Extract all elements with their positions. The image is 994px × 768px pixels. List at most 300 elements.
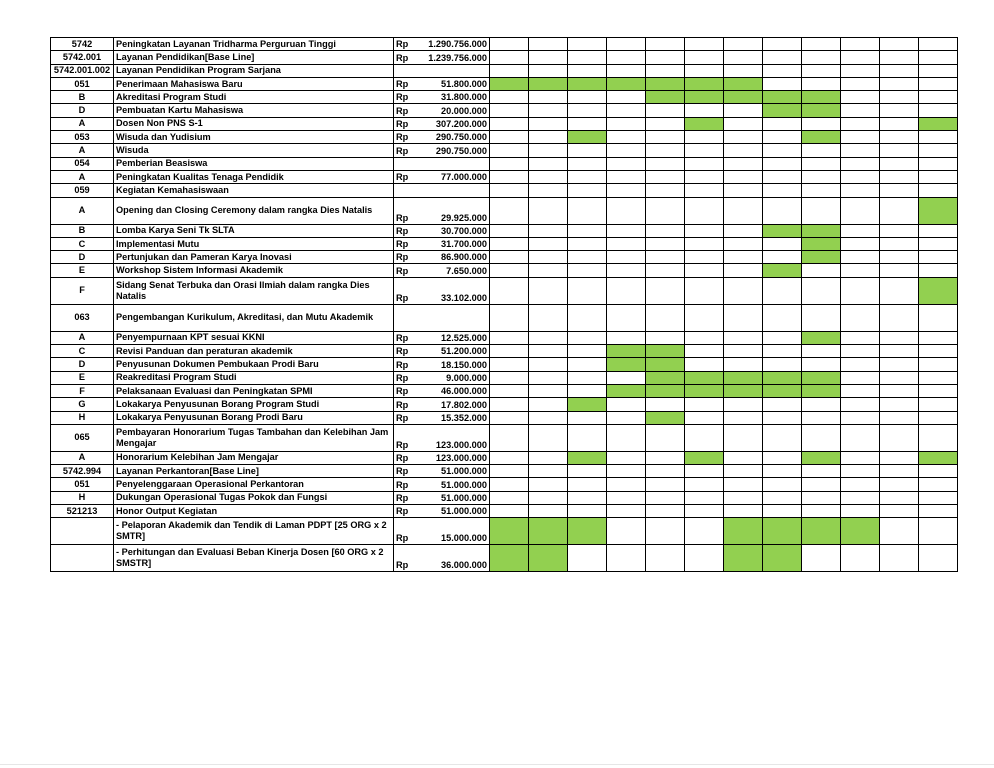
currency-label: Rp — [394, 424, 420, 451]
month-11-cell — [880, 197, 919, 224]
month-4-cell — [607, 277, 646, 304]
month-10-cell — [841, 237, 880, 250]
month-9-cell — [802, 545, 841, 572]
month-10-cell — [841, 197, 880, 224]
budget-amount: 20.000.000 — [420, 104, 490, 117]
month-12-cell — [919, 184, 958, 197]
month-6-cell — [685, 237, 724, 250]
month-12-cell — [919, 157, 958, 170]
month-3-cell — [568, 237, 607, 250]
month-6-cell — [685, 384, 724, 397]
activity-description: - Pelaporan Akademik dan Tendik di Laman PDPT [25 ORG x 2 SMTR] — [114, 518, 394, 545]
table-row — [51, 38, 958, 51]
activity-code: 5742.001.002 — [51, 64, 114, 77]
budget-amount: 18.150.000 — [420, 358, 490, 371]
month-10-cell — [841, 358, 880, 371]
month-4-cell — [607, 478, 646, 491]
activity-description: Lokakarya Penyusunan Borang Program Studi — [114, 398, 394, 411]
currency-label: Rp — [394, 264, 420, 277]
month-9-cell — [802, 38, 841, 51]
activity-code: D — [51, 251, 114, 264]
month-9-cell — [802, 264, 841, 277]
month-7-cell — [724, 398, 763, 411]
table-row — [51, 144, 958, 157]
month-1-cell — [490, 411, 529, 424]
currency-label: Rp — [394, 545, 420, 572]
month-5-cell — [646, 277, 685, 304]
month-5-cell — [646, 505, 685, 518]
month-5-cell — [646, 411, 685, 424]
month-4-cell — [607, 345, 646, 358]
month-2-cell — [529, 197, 568, 224]
month-11-cell — [880, 237, 919, 250]
activity-description: Dosen Non PNS S-1 — [114, 117, 394, 130]
month-2-cell — [529, 184, 568, 197]
month-6-cell — [685, 251, 724, 264]
month-11-cell — [880, 491, 919, 504]
month-11-cell — [880, 465, 919, 478]
currency-label: Rp — [394, 38, 420, 51]
month-1-cell — [490, 131, 529, 144]
month-12-cell — [919, 491, 958, 504]
month-5-cell — [646, 197, 685, 224]
month-5-cell — [646, 465, 685, 478]
month-3-cell — [568, 51, 607, 64]
month-8-cell — [763, 424, 802, 451]
table-row — [51, 91, 958, 104]
currency-label — [394, 64, 420, 77]
month-3-cell — [568, 144, 607, 157]
activity-code: E — [51, 264, 114, 277]
budget-amount: 31.800.000 — [420, 91, 490, 104]
month-2-cell — [529, 304, 568, 331]
month-9-cell — [802, 358, 841, 371]
activity-code: H — [51, 411, 114, 424]
month-12-cell — [919, 38, 958, 51]
month-4-cell — [607, 424, 646, 451]
month-1-cell — [490, 505, 529, 518]
budget-amount: 36.000.000 — [420, 545, 490, 572]
month-2-cell — [529, 117, 568, 130]
month-12-cell — [919, 104, 958, 117]
month-2-cell — [529, 157, 568, 170]
budget-amount: 15.000.000 — [420, 518, 490, 545]
month-9-cell — [802, 384, 841, 397]
month-10-cell — [841, 451, 880, 464]
month-3-cell — [568, 170, 607, 183]
month-7-cell — [724, 251, 763, 264]
month-1-cell — [490, 144, 529, 157]
month-5-cell — [646, 237, 685, 250]
month-7-cell — [724, 411, 763, 424]
month-2-cell — [529, 237, 568, 250]
month-9-cell — [802, 104, 841, 117]
month-6-cell — [685, 371, 724, 384]
month-9-cell — [802, 345, 841, 358]
month-11-cell — [880, 424, 919, 451]
month-1-cell — [490, 304, 529, 331]
activity-description: Workshop Sistem Informasi Akademik — [114, 264, 394, 277]
month-7-cell — [724, 38, 763, 51]
table-row — [51, 545, 958, 572]
month-11-cell — [880, 505, 919, 518]
month-8-cell — [763, 345, 802, 358]
month-10-cell — [841, 117, 880, 130]
month-9-cell — [802, 277, 841, 304]
activity-code: 053 — [51, 131, 114, 144]
activity-code: 065 — [51, 424, 114, 451]
month-9-cell — [802, 478, 841, 491]
budget-amount — [420, 184, 490, 197]
month-10-cell — [841, 170, 880, 183]
month-3-cell — [568, 518, 607, 545]
month-7-cell — [724, 518, 763, 545]
budget-amount: 51.800.000 — [420, 77, 490, 90]
month-12-cell — [919, 251, 958, 264]
currency-label: Rp — [394, 384, 420, 397]
month-1-cell — [490, 545, 529, 572]
month-12-cell — [919, 264, 958, 277]
month-3-cell — [568, 398, 607, 411]
month-7-cell — [724, 465, 763, 478]
month-10-cell — [841, 131, 880, 144]
month-4-cell — [607, 117, 646, 130]
table-row — [51, 251, 958, 264]
month-9-cell — [802, 77, 841, 90]
month-12-cell — [919, 51, 958, 64]
month-12-cell — [919, 384, 958, 397]
month-5-cell — [646, 545, 685, 572]
month-5-cell — [646, 345, 685, 358]
month-7-cell — [724, 304, 763, 331]
month-7-cell — [724, 478, 763, 491]
month-8-cell — [763, 91, 802, 104]
month-1-cell — [490, 384, 529, 397]
month-10-cell — [841, 104, 880, 117]
month-5-cell — [646, 224, 685, 237]
month-4-cell — [607, 64, 646, 77]
month-12-cell — [919, 358, 958, 371]
month-5-cell — [646, 117, 685, 130]
month-12-cell — [919, 518, 958, 545]
month-7-cell — [724, 77, 763, 90]
currency-label: Rp — [394, 345, 420, 358]
month-5-cell — [646, 358, 685, 371]
month-10-cell — [841, 264, 880, 277]
table-row — [51, 505, 958, 518]
month-1-cell — [490, 64, 529, 77]
month-9-cell — [802, 505, 841, 518]
activity-code: A — [51, 197, 114, 224]
month-1-cell — [490, 518, 529, 545]
month-4-cell — [607, 465, 646, 478]
month-2-cell — [529, 91, 568, 104]
table-row — [51, 77, 958, 90]
month-9-cell — [802, 197, 841, 224]
activity-code — [51, 518, 114, 545]
month-7-cell — [724, 170, 763, 183]
month-3-cell — [568, 491, 607, 504]
budget-amount: 12.525.000 — [420, 331, 490, 344]
month-5-cell — [646, 251, 685, 264]
currency-label: Rp — [394, 451, 420, 464]
month-3-cell — [568, 358, 607, 371]
month-1-cell — [490, 197, 529, 224]
table-row — [51, 197, 958, 224]
month-10-cell — [841, 224, 880, 237]
month-11-cell — [880, 224, 919, 237]
month-1-cell — [490, 91, 529, 104]
month-6-cell — [685, 451, 724, 464]
budget-amount: 123.000.000 — [420, 424, 490, 451]
month-5-cell — [646, 264, 685, 277]
activity-description: Pertunjukan dan Pameran Karya Inovasi — [114, 251, 394, 264]
month-1-cell — [490, 371, 529, 384]
month-8-cell — [763, 331, 802, 344]
activity-description: Layanan Pendidikan Program Sarjana — [114, 64, 394, 77]
month-9-cell — [802, 117, 841, 130]
budget-amount: 51.000.000 — [420, 491, 490, 504]
month-2-cell — [529, 345, 568, 358]
month-9-cell — [802, 518, 841, 545]
month-12-cell — [919, 224, 958, 237]
currency-label: Rp — [394, 505, 420, 518]
month-10-cell — [841, 371, 880, 384]
month-5-cell — [646, 304, 685, 331]
table-row — [51, 237, 958, 250]
month-9-cell — [802, 51, 841, 64]
currency-label — [394, 157, 420, 170]
month-1-cell — [490, 331, 529, 344]
page-bottom-edge — [0, 764, 994, 765]
activity-description: Lomba Karya Seni Tk SLTA — [114, 224, 394, 237]
month-11-cell — [880, 371, 919, 384]
month-9-cell — [802, 451, 841, 464]
currency-label: Rp — [394, 518, 420, 545]
month-7-cell — [724, 237, 763, 250]
month-11-cell — [880, 384, 919, 397]
month-9-cell — [802, 237, 841, 250]
month-2-cell — [529, 371, 568, 384]
currency-label: Rp — [394, 371, 420, 384]
month-2-cell — [529, 518, 568, 545]
table-row — [51, 264, 958, 277]
month-3-cell — [568, 91, 607, 104]
month-9-cell — [802, 144, 841, 157]
month-8-cell — [763, 451, 802, 464]
activity-description: Layanan Perkantoran[Base Line] — [114, 465, 394, 478]
table-row — [51, 117, 958, 130]
month-5-cell — [646, 398, 685, 411]
month-1-cell — [490, 170, 529, 183]
month-12-cell — [919, 91, 958, 104]
month-4-cell — [607, 358, 646, 371]
currency-label: Rp — [394, 91, 420, 104]
budget-amount: 290.750.000 — [420, 131, 490, 144]
table-row — [51, 345, 958, 358]
activity-code: A — [51, 144, 114, 157]
activity-code: F — [51, 384, 114, 397]
month-11-cell — [880, 411, 919, 424]
budget-amount: 77.000.000 — [420, 170, 490, 183]
table-row — [51, 451, 958, 464]
activity-code: G — [51, 398, 114, 411]
month-2-cell — [529, 104, 568, 117]
month-6-cell — [685, 170, 724, 183]
month-7-cell — [724, 144, 763, 157]
month-10-cell — [841, 157, 880, 170]
month-8-cell — [763, 131, 802, 144]
month-1-cell — [490, 38, 529, 51]
currency-label — [394, 184, 420, 197]
budget-amount: 290.750.000 — [420, 144, 490, 157]
currency-label: Rp — [394, 144, 420, 157]
month-3-cell — [568, 131, 607, 144]
activity-description: Opening dan Closing Ceremony dalam rangka Dies Natalis — [114, 197, 394, 224]
table-row — [51, 424, 958, 451]
month-9-cell — [802, 131, 841, 144]
month-1-cell — [490, 491, 529, 504]
table-row — [51, 478, 958, 491]
month-8-cell — [763, 157, 802, 170]
month-8-cell — [763, 77, 802, 90]
month-7-cell — [724, 331, 763, 344]
month-2-cell — [529, 411, 568, 424]
budget-amount: 31.700.000 — [420, 237, 490, 250]
currency-label: Rp — [394, 251, 420, 264]
month-9-cell — [802, 251, 841, 264]
month-2-cell — [529, 545, 568, 572]
month-12-cell — [919, 345, 958, 358]
activity-code: 054 — [51, 157, 114, 170]
activity-code: D — [51, 104, 114, 117]
month-4-cell — [607, 184, 646, 197]
month-2-cell — [529, 264, 568, 277]
month-8-cell — [763, 384, 802, 397]
currency-label: Rp — [394, 398, 420, 411]
month-10-cell — [841, 465, 880, 478]
activity-description: Wisuda dan Yudisium — [114, 131, 394, 144]
month-3-cell — [568, 38, 607, 51]
month-3-cell — [568, 197, 607, 224]
month-6-cell — [685, 398, 724, 411]
activity-description: Wisuda — [114, 144, 394, 157]
activity-description: Dukungan Operasional Tugas Pokok dan Fungsi — [114, 491, 394, 504]
month-8-cell — [763, 304, 802, 331]
month-8-cell — [763, 478, 802, 491]
month-9-cell — [802, 91, 841, 104]
month-6-cell — [685, 64, 724, 77]
month-6-cell — [685, 491, 724, 504]
table-row — [51, 491, 958, 504]
month-3-cell — [568, 545, 607, 572]
table-row — [51, 331, 958, 344]
month-6-cell — [685, 157, 724, 170]
month-10-cell — [841, 478, 880, 491]
month-4-cell — [607, 77, 646, 90]
budget-amount: 1.290.756.000 — [420, 38, 490, 51]
activity-description: Reakreditasi Program Studi — [114, 371, 394, 384]
month-11-cell — [880, 518, 919, 545]
month-12-cell — [919, 170, 958, 183]
month-2-cell — [529, 77, 568, 90]
month-1-cell — [490, 424, 529, 451]
activity-description: Implementasi Mutu — [114, 237, 394, 250]
month-8-cell — [763, 518, 802, 545]
month-10-cell — [841, 398, 880, 411]
month-9-cell — [802, 371, 841, 384]
budget-amount: 7.650.000 — [420, 264, 490, 277]
month-11-cell — [880, 77, 919, 90]
month-7-cell — [724, 64, 763, 77]
table-row — [51, 170, 958, 183]
budget-amount: 29.925.000 — [420, 197, 490, 224]
activity-code: A — [51, 451, 114, 464]
month-4-cell — [607, 38, 646, 51]
currency-label: Rp — [394, 104, 420, 117]
month-6-cell — [685, 264, 724, 277]
month-2-cell — [529, 131, 568, 144]
budget-amount: 30.700.000 — [420, 224, 490, 237]
table-row — [51, 398, 958, 411]
month-3-cell — [568, 77, 607, 90]
month-11-cell — [880, 478, 919, 491]
month-6-cell — [685, 38, 724, 51]
month-10-cell — [841, 491, 880, 504]
table-row — [51, 51, 958, 64]
month-12-cell — [919, 304, 958, 331]
month-6-cell — [685, 411, 724, 424]
month-7-cell — [724, 424, 763, 451]
month-6-cell — [685, 224, 724, 237]
month-2-cell — [529, 277, 568, 304]
table-row — [51, 358, 958, 371]
month-7-cell — [724, 451, 763, 464]
currency-label: Rp — [394, 224, 420, 237]
currency-label: Rp — [394, 170, 420, 183]
month-11-cell — [880, 117, 919, 130]
activity-code: 5742 — [51, 38, 114, 51]
month-8-cell — [763, 358, 802, 371]
month-6-cell — [685, 478, 724, 491]
month-8-cell — [763, 411, 802, 424]
month-10-cell — [841, 277, 880, 304]
month-3-cell — [568, 157, 607, 170]
activity-code: 521213 — [51, 505, 114, 518]
month-6-cell — [685, 91, 724, 104]
month-6-cell — [685, 104, 724, 117]
activity-description: Honorarium Kelebihan Jam Mengajar — [114, 451, 394, 464]
month-4-cell — [607, 224, 646, 237]
month-12-cell — [919, 371, 958, 384]
month-1-cell — [490, 277, 529, 304]
month-6-cell — [685, 77, 724, 90]
month-3-cell — [568, 224, 607, 237]
activity-code: C — [51, 345, 114, 358]
month-7-cell — [724, 197, 763, 224]
month-9-cell — [802, 331, 841, 344]
month-7-cell — [724, 91, 763, 104]
month-11-cell — [880, 91, 919, 104]
month-2-cell — [529, 51, 568, 64]
month-7-cell — [724, 345, 763, 358]
month-8-cell — [763, 64, 802, 77]
budget-amount: 46.000.000 — [420, 384, 490, 397]
month-10-cell — [841, 91, 880, 104]
month-8-cell — [763, 117, 802, 130]
month-2-cell — [529, 478, 568, 491]
currency-label: Rp — [394, 491, 420, 504]
